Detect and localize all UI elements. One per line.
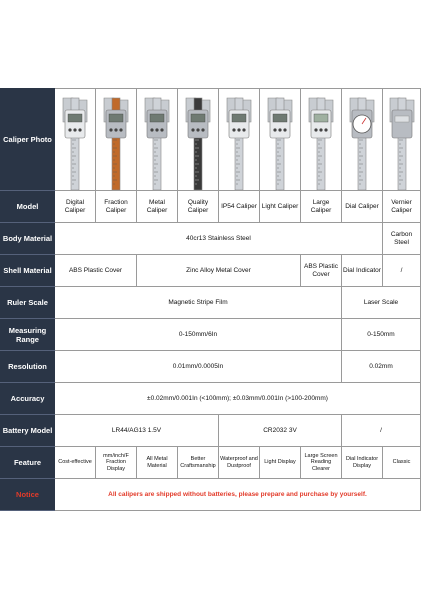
photo-cell <box>219 89 260 191</box>
feature-item: Large Screen Reading Clearer <box>301 447 342 479</box>
row-shell-material <box>1 255 421 287</box>
photo-cell <box>383 89 421 191</box>
row-accuracy <box>1 383 421 415</box>
model-name: Quality Caliper <box>178 191 219 223</box>
row-photo <box>1 89 421 191</box>
row-ruler-scale <box>1 287 421 319</box>
vernier-caliper-photo <box>384 92 420 190</box>
shell-dial-indicator: Dial Indicator <box>342 255 383 287</box>
header-measuring-range: Measuring Range <box>1 319 55 351</box>
range-mechanical: 0-150mm <box>342 319 421 351</box>
row-notice <box>1 479 421 511</box>
shell-none: / <box>383 255 421 287</box>
feature-item: Cost-effective <box>55 447 96 479</box>
metal-caliper-photo <box>139 92 175 190</box>
row-feature <box>1 447 421 479</box>
feature-item: Classic <box>383 447 421 479</box>
photo-cell <box>342 89 383 191</box>
dial-caliper-photo <box>344 92 380 190</box>
caliper-comparison-table <box>0 88 421 511</box>
feature-item: Better Craftsmanship <box>178 447 219 479</box>
accuracy-value: ±0.02mm/0.001In (<100mm); ±0.03mm/0.001In (>100-200mm) <box>55 383 421 415</box>
row-resolution <box>1 351 421 383</box>
model-name: Vernier Caliper <box>383 191 421 223</box>
fraction-caliper-photo <box>98 92 134 190</box>
comparison-table-wrapper <box>0 88 420 511</box>
photo-cell <box>260 89 301 191</box>
model-name: Light Caliper <box>260 191 301 223</box>
header-feature: Feature <box>1 447 55 479</box>
header-accuracy: Accuracy <box>1 383 55 415</box>
row-measuring-range <box>1 319 421 351</box>
feature-item: Dial Indicator Display <box>342 447 383 479</box>
shell-abs-cover: ABS Plastic Cover <box>55 255 137 287</box>
header-shell-material: Shell Material <box>1 255 55 287</box>
photo-cell <box>301 89 342 191</box>
model-name: Large Caliper <box>301 191 342 223</box>
model-name: IP54 Caliper <box>219 191 260 223</box>
row-battery-model <box>1 415 421 447</box>
row-body-material <box>1 223 421 255</box>
range-digital: 0-150mm/6In <box>55 319 342 351</box>
body-material-carbon: Carbon Steel <box>383 223 421 255</box>
digital-caliper-photo <box>57 92 93 190</box>
feature-item: Light Display <box>260 447 301 479</box>
header-battery-model: Battery Model <box>1 415 55 447</box>
header-body-material: Body Material <box>1 223 55 255</box>
photo-cell <box>96 89 137 191</box>
resolution-mechanical: 0.02mm <box>342 351 421 383</box>
notice-text: All calipers are shipped without batteries, please prepare and purchase by yourself. <box>55 479 421 511</box>
feature-item: Waterproof and Dustproof <box>219 447 260 479</box>
ruler-magnetic: Magnetic Stripe Film <box>55 287 342 319</box>
photo-cell <box>178 89 219 191</box>
resolution-digital: 0.01mm/0.0005In <box>55 351 342 383</box>
light-caliper-photo <box>262 92 298 190</box>
photo-cell <box>137 89 178 191</box>
feature-item: mm/inch/F Fraction Display <box>96 447 137 479</box>
model-name: Dial Caliper <box>342 191 383 223</box>
header-resolution: Resolution <box>1 351 55 383</box>
battery-lr44: LR44/AG13 1.5V <box>55 415 219 447</box>
feature-item: All Metal Material <box>137 447 178 479</box>
row-model <box>1 191 421 223</box>
model-name: Fraction Caliper <box>96 191 137 223</box>
battery-cr2032: CR2032 3V <box>219 415 342 447</box>
header-caliper-photo: Caliper Photo <box>1 89 55 191</box>
ip54-caliper-photo <box>221 92 257 190</box>
header-notice: Notice <box>1 479 55 511</box>
battery-none: / <box>342 415 421 447</box>
large-caliper-photo <box>303 92 339 190</box>
quality-caliper-photo <box>180 92 216 190</box>
model-name: Metal Caliper <box>137 191 178 223</box>
body-material-stainless: 40cr13 Stainless Steel <box>55 223 383 255</box>
shell-zinc-alloy: Zinc Alloy Metal Cover <box>137 255 301 287</box>
shell-abs-cover-large: ABS Plastic Cover <box>301 255 342 287</box>
model-name: Digital Caliper <box>55 191 96 223</box>
header-ruler-scale: Ruler Scale <box>1 287 55 319</box>
photo-cell <box>55 89 96 191</box>
header-model: Model <box>1 191 55 223</box>
ruler-laser: Laser Scale <box>342 287 421 319</box>
